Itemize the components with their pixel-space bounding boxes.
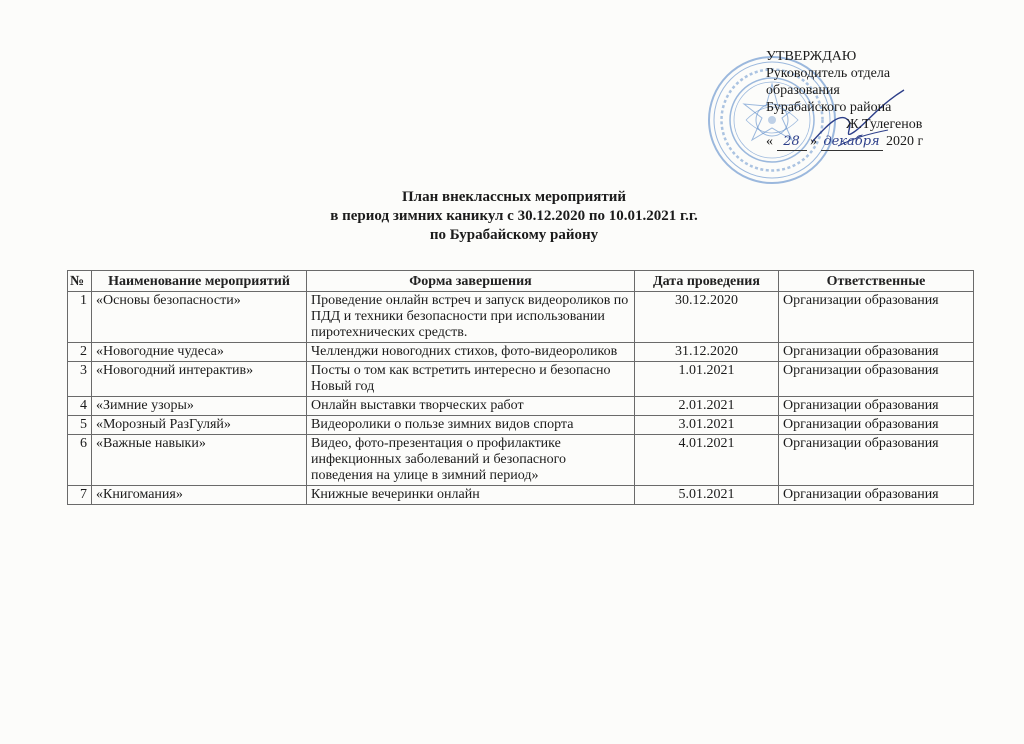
events-table [67, 270, 974, 505]
row-number: 1 [68, 292, 92, 343]
row-date: 31.12.2020 [635, 343, 779, 362]
title-line-1: План внеклассных мероприятий [402, 189, 626, 205]
table-row [68, 292, 974, 343]
row-number: 7 [68, 486, 92, 505]
row-name: «Книгомания» [92, 486, 307, 505]
row-number: 4 [68, 397, 92, 416]
date-year: 2020 г [886, 134, 924, 149]
title-line-2: в период зимних каникул с 30.12.2020 по 10.01.2021 г.г. [330, 208, 698, 224]
row-date: 5.01.2021 [635, 486, 779, 505]
row-form: Посты о том как встретить интересно и безопасно Новый год [307, 362, 635, 397]
row-form: Онлайн выставки творческих работ [307, 397, 635, 416]
approval-block [766, 48, 1016, 151]
table-row [68, 397, 974, 416]
date-day: 28 [777, 133, 807, 151]
table-row [68, 416, 974, 435]
header-name: Наименование мероприятий [92, 271, 307, 292]
row-form: Книжные вечеринки онлайн [307, 486, 635, 505]
title-line-3: по Бурабайскому району [429, 227, 599, 243]
row-name: «Важные навыки» [92, 435, 307, 486]
row-number: 5 [68, 416, 92, 435]
table-row [68, 362, 974, 397]
row-date: 1.01.2021 [635, 362, 779, 397]
row-form: Видеоролики о пользе зимних видов спорта [307, 416, 635, 435]
row-form: Проведение онлайн встреч и запуск видеороликов по ПДД и техники безопасности при использовании пиротехнических средств. [307, 292, 635, 343]
row-number: 3 [68, 362, 92, 397]
row-responsible: Организации образования [779, 416, 974, 435]
date-month: декабря [821, 133, 883, 151]
row-responsible: Организации образования [779, 486, 974, 505]
approval-signer-line [766, 116, 1016, 133]
header-date: Дата проведения [635, 271, 779, 292]
table-row [68, 343, 974, 362]
row-responsible: Организации образования [779, 343, 974, 362]
row-date: 4.01.2021 [635, 435, 779, 486]
table-row [68, 435, 974, 486]
approval-department: образования [766, 83, 840, 98]
header-form: Форма завершения [307, 271, 635, 292]
row-responsible: Организации образования [779, 292, 974, 343]
row-name: «Новогодние чудеса» [92, 343, 307, 362]
row-number: 2 [68, 343, 92, 362]
row-form: Челленджи новогодних стихов, фото-видеороликов [307, 343, 635, 362]
row-name: «Новогодний интерактив» [92, 362, 307, 397]
approval-signer: Ж.Тулегенов [846, 117, 923, 132]
row-name: «Основы безопасности» [92, 292, 307, 343]
row-form: Видео, фото-презентация о профилактике инфекционных заболеваний и безопасного поведения на улице в зимний период» [307, 435, 635, 486]
header-responsible: Ответственные [779, 271, 974, 292]
approval-district: Бурабайского района [766, 100, 892, 115]
row-responsible: Организации образования [779, 362, 974, 397]
date-open-quote: « [766, 134, 773, 149]
row-name: «Морозный РазГуляй» [92, 416, 307, 435]
row-responsible: Организации образования [779, 435, 974, 486]
row-number: 6 [68, 435, 92, 486]
approval-position: Руководитель отдела [766, 66, 891, 81]
approval-heading: УТВЕРЖДАЮ [766, 49, 857, 64]
row-date: 3.01.2021 [635, 416, 779, 435]
approval-date [766, 133, 1016, 151]
date-close-quote: » [810, 134, 817, 149]
row-responsible: Организации образования [779, 397, 974, 416]
document-title [0, 188, 1024, 245]
row-name: «Зимние узоры» [92, 397, 307, 416]
header-number: № [68, 271, 92, 292]
row-date: 2.01.2021 [635, 397, 779, 416]
table-row [68, 486, 974, 505]
table-header-row [68, 271, 974, 292]
row-date: 30.12.2020 [635, 292, 779, 343]
